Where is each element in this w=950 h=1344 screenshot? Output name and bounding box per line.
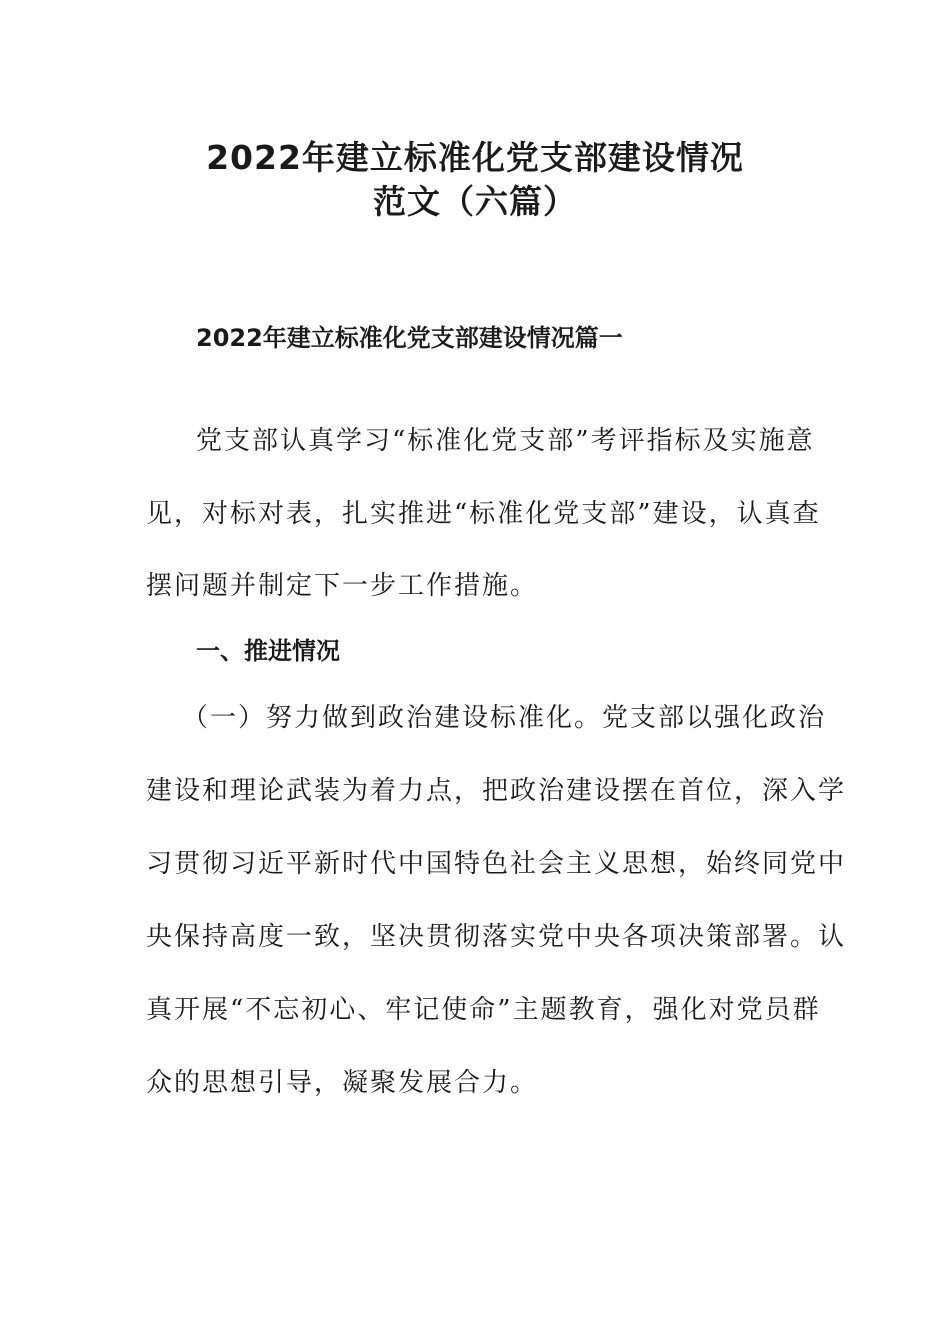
paragraph-2-line-5: 真开展“不忘初心、牢记使命”主题教育，强化对党员群 [146,995,821,1025]
article-subtitle: 2022年建立标准化党支部建设情况篇一 [196,324,623,352]
document-title-line-2: 范文（六篇） [373,182,577,221]
paragraph-2-line-6: 众的思想引导，凝聚发展合力。 [146,1068,539,1098]
paragraph-1-line-2: 见，对标对表，扎实推进“标准化党支部”建设，认真查 [146,499,821,529]
paragraph-2-line-3: 习贯彻习近平新时代中国特色社会主义思想，始终同党中 [146,849,847,879]
paragraph-1-line-1: 党支部认真学习“标准化党支部”考评指标及实施意 [196,426,815,456]
paragraph-2-line-4: 央保持高度一致，坚决贯彻落实党中央各项决策部署。认 [146,922,847,952]
paragraph-1-line-3: 摆问题并制定下一步工作措施。 [146,571,539,601]
document-title-line-1: 2022年建立标准化党支部建设情况 [206,138,744,177]
paragraph-2-line-1: （一）努力做到政治建设标准化。党支部以强化政治 [182,703,827,733]
section-heading: 一、推进情况 [196,637,340,665]
paragraph-2-line-2: 建设和理论武装为着力点，把政治建设摆在首位，深入学 [146,776,847,806]
